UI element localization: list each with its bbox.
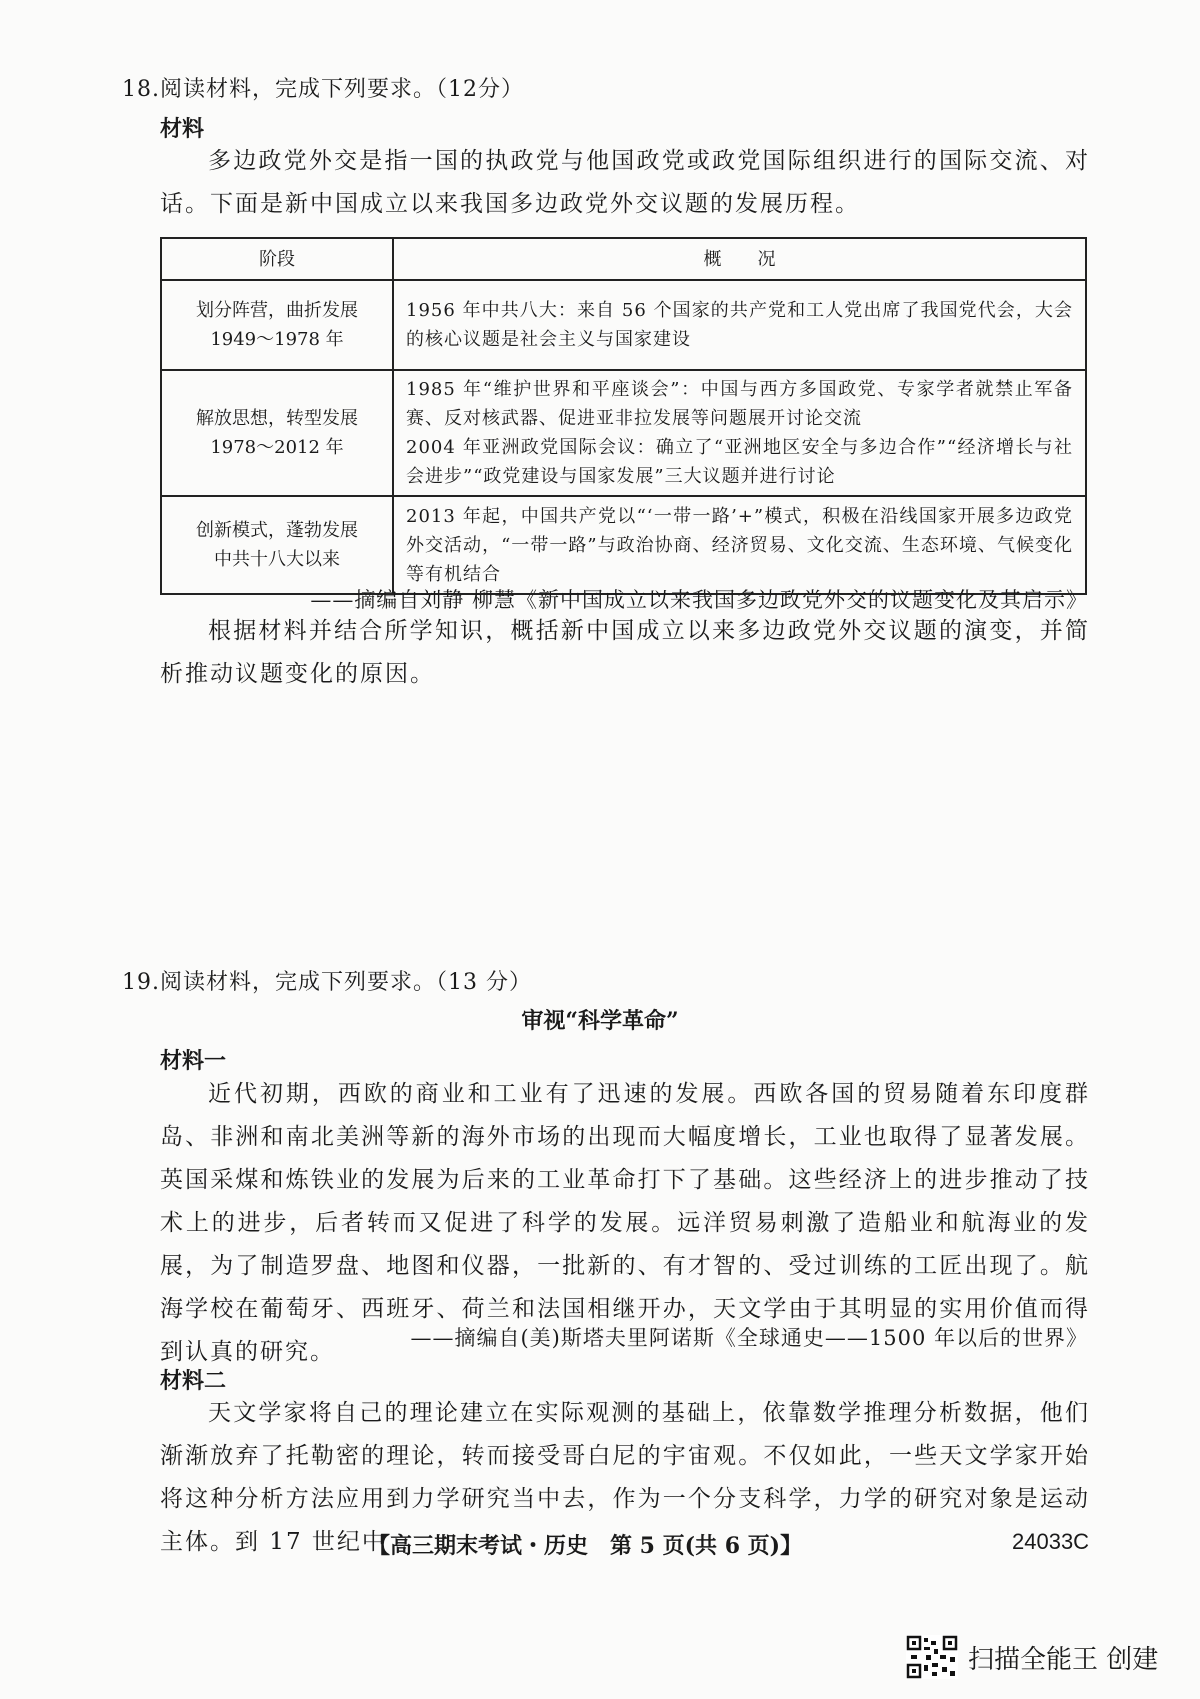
q18-table: [160, 237, 1087, 595]
table-header-stage: 阶段: [161, 238, 393, 280]
q19-heading: 19.阅读材料，完成下列要求。（13 分）: [122, 970, 532, 995]
table-cell-desc: [393, 370, 1086, 496]
table-header-overview: 概 况: [393, 238, 1086, 280]
table-row: [161, 280, 1086, 370]
q18-question: 根据材料并结合所学知识，概括新中国成立以来多边政党外交议题的演变，并简析推动议题变化的原因。: [160, 618, 1090, 687]
qr-code-icon: [906, 1635, 958, 1679]
desc-part-1: 1985 年“维护世界和平座谈会”：中国与西方多国政党、专家学者就禁止军备赛、反对核武器、促进亚非拉发展等问题展开讨论交流: [406, 379, 1073, 429]
q18-intro: 多边政党外交是指一国的执政党与他国政党或政党国际组织进行的国际交流、对话。下面是新中国成立以来我国多边政党外交议题的发展历程。: [160, 148, 1090, 217]
stage-name: 创新模式，蓬勃发展: [196, 520, 358, 541]
q19-material2: 天文学家将自己的理论建立在实际观测的基础上，依靠数学推理分析数据，他们渐渐放弃了托勒密的理论，转而接受哥白尼的宇宙观。不仅如此，一些天文学家开始将这种分析方法应用到力学研究当中去，作为一个分支科学，力学的研究对象是运动主体。到 17 世纪中: [160, 1400, 1090, 1555]
q19-material1-source: ——摘编自(美)斯塔夫里阿诺斯《全球通史——1500 年以后的世界》: [410, 1326, 1088, 1350]
footer-code: 24033C: [1012, 1529, 1090, 1554]
footer-title: 【高三期末考试・历史 第 5 页(共 6 页)】: [368, 1533, 803, 1559]
table-cell-desc: 1956 年中共八大：来自 56 个国家的共产党和工人党出席了我国党代会，大会的核心议题是社会主义与国家建设: [393, 280, 1086, 370]
q18-source: ——摘编自刘静 柳慧《新中国成立以来我国多边政党外交的议题变化及其启示》: [310, 588, 1088, 612]
q19-material1-label: 材料一: [160, 1048, 227, 1074]
stage-period: 1949～1978 年: [210, 329, 344, 350]
watermark-text: 扫描全能王 创建: [968, 1645, 1159, 1675]
q18-material-label: 材料: [160, 116, 205, 142]
q19-material1: 近代初期，西欧的商业和工业有了迅速的发展。西欧各国的贸易随着东印度群岛、非洲和南北美洲等新的海外市场的出现而大幅度增长，工业也取得了显著发展。英国采煤和炼铁业的发展为后来的工业革命打下了基础。这些经济上的进步推动了技术上的进步，后者转而又促进了科学的发展。远洋贸易刺激了造船业和航海业的发展，为了制造罗盘、地图和仪器，一批新的、有才智的、受过训练的工匠出现了。航海学校在葡萄牙、西班牙、荷兰和法国相继开办，天文学由于其明显的实用价值而得到认真的研究。: [160, 1081, 1090, 1365]
stage-name: 划分阵营，曲折发展: [196, 300, 358, 321]
table-row: [161, 370, 1086, 496]
q19-title: 审视“科学革命”: [521, 1008, 679, 1034]
stage-period: 中共十八大以来: [214, 549, 340, 570]
q19-material2-label: 材料二: [160, 1368, 227, 1394]
stage-period: 1978～2012 年: [210, 437, 344, 458]
table-row: [161, 496, 1086, 594]
desc-part-2: 2004 年亚洲政党国际会议：确立了“亚洲地区安全与多边合作”“经济增长与社会进步”“政党建设与国家发展”三大议题并进行讨论: [406, 437, 1073, 487]
table-cell-stage: [161, 370, 393, 496]
table-cell-stage: [161, 496, 393, 594]
table-cell-desc: 2013 年起，中国共产党以“‘一带一路’+”模式，积极在沿线国家开展多边政党外交活动，“一带一路”与政治协商、经济贸易、文化交流、生态环境、气候变化等有机结合: [393, 496, 1086, 594]
stage-name: 解放思想，转型发展: [196, 408, 358, 429]
q18-heading: 18.阅读材料，完成下列要求。（12分）: [122, 77, 524, 102]
table-cell-stage: [161, 280, 393, 370]
